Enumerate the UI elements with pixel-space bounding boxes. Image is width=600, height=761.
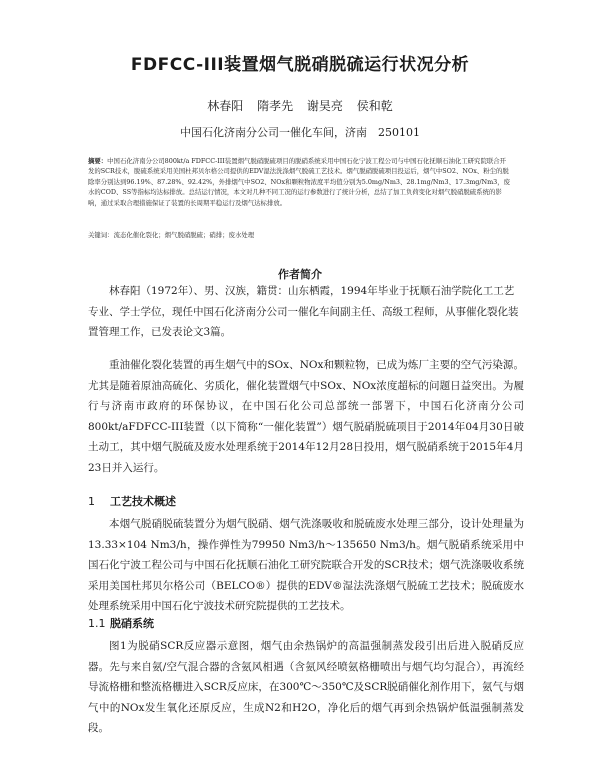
denitrification-paragraph: 图1为脱硝SCR反应器示意图，烟气由余热锅炉的高温强制蒸发段引出后进入脱硝反应器。先与来自氨/空气混合器的含氨风相遇（含氨风经喷氨格栅喷出与烟气均匀混合），再流经导流格栅和整流格栅进入SCR反应床，在300℃～350℃及SCR脱硝催化剂作用下，氨气与烟气中的NOx发生氧化还原反应，生成N2和H2O，净化后的烟气再到余热锅炉低温强制蒸发段。	[88, 640, 524, 734]
paper-title: FDFCC-III装置烟气脱硝脱硫运行状况分析	[130, 55, 470, 75]
affiliation: 中国石化济南分公司一催化车间，济南 250101	[180, 126, 420, 139]
section-title: 工艺技术概述	[110, 495, 176, 508]
author-name: 隋孝先	[257, 99, 294, 113]
author-name: 林春阳	[207, 99, 244, 113]
bio-heading: 作者简介	[278, 268, 322, 281]
subsection-heading	[88, 615, 154, 631]
section-heading	[88, 493, 176, 509]
subsection-number: 1.1	[88, 617, 106, 630]
intro-paragraph: 重油催化裂化装置的再生烟气中的SOx、NOx和颗粒物，已成为炼厂主要的空气污染源。尤其是随着原油高硫化、劣质化，催化装置烟气中SOx、NOx浓度超标的问题日益突出。为履行与济南市政府的环保协议，在中国石化公司总部统一部署下，中国石化济南分公司800kt/aFDFCC-III装置（以下简称“一催化装置”）烟气脱硝脱硫项目于2014年04月30日破土动工，其中烟气脱硫及废水处理系统于2014年12月28日投用，烟气脱硝系统于2015年4月23日并入运行。	[88, 359, 524, 474]
abstract-text: 中国石化济南分公司800kt/a FDFCC-III装置烟气脱硝脱硫项目的脱硝系统采用中国石化宁波工程公司与中国石化抚顺石油化工研究院联合开发的SCR技术，脱硫系统采用美国杜邦贝尔格公司提供的EDV湿法洗涤烟气脱硫工艺技术。烟气脱硝脱硫项目投运后，烟气中SO2、NOx、粉尘的脱除率分别达到96.19%、87.28%、92.42%，外排烟气中SO2、NOx和颗粒物浓度平均值分别为5.0mg/Nm3、28.1mg/Nm3、17.3mg/Nm3，废水的COD、SS等指标均达标排放。总结运行情况，本文对几种不同工况的运行参数进行了统计分析，总结了加工负荷变化对烟气脱硝脱硫系统的影响，通过采取合理措施保证了装置的长周期平稳运行及烟气达标排放。	[88, 157, 511, 207]
keywords-block	[88, 231, 512, 240]
author-bio: 林春阳（1972年）、男、汉族，籍贯：山东栖霞，1994年毕业于抚顺石油学院化工工艺专业、学士学位，现任中国石化济南分公司一催化车间副主任、高级工程师，从事催化裂化装置管理工作，已发表论文3篇。	[88, 285, 519, 338]
section-number: 1	[88, 495, 95, 508]
subsection-title: 脱硝系统	[110, 617, 154, 630]
keywords-text: 流态化催化裂化；烟气脱硝脱硫；硝排；废水处理	[113, 231, 255, 239]
author-name: 谢昊亮	[306, 99, 343, 113]
author-list	[40, 97, 560, 114]
abstract-label: 摘要：	[88, 157, 108, 165]
author-name: 侯和乾	[356, 99, 393, 113]
abstract-block	[88, 156, 512, 208]
keywords-label: 关键词：	[88, 231, 114, 239]
process-overview-paragraph: 本烟气脱硝脱硫装置分为烟气脱硝、烟气洗涤吸收和脱硫废水处理三部分，设计处理量为13.33×104 Nm3/h，操作弹性为79950 Nm3/h～135650 Nm3/h。烟气脱硝系统采用中国石化宁波工程公司与中国石化抚顺石油化工研究院联合开发的SCR技术；烟气洗涤吸收系统采用美国杜邦贝尔格公司（BELCO®）提供的EDV®湿法洗涤烟气脱硫工艺技术；脱硫废水处理系统采用中国石化宁波技术研究院提供的工艺技术。	[88, 518, 524, 612]
